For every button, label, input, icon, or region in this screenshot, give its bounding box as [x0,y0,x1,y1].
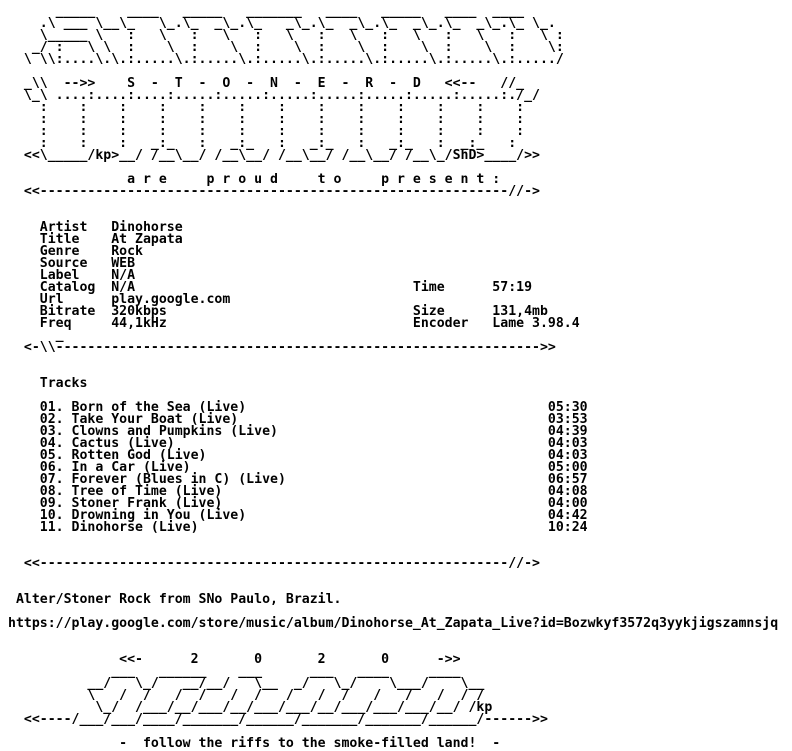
nfo-line: : : : _:_ : _:_ : _:_ : _:_ : _:_ : [8,136,517,151]
nfo-line: <<- 2 0 2 0 ->> [8,652,461,667]
nfo-line: Catalog N/A Time 57:19 [8,280,533,295]
nfo-line: : : : : : : : : : : : : : [8,100,525,115]
nfo-line: _\\ -->> S - T - O - N - E - R - D <<-- //_ [8,76,525,91]
nfo-line: .\ ___ \__\_ \_.\_ _\_.\_ _\_.\_ _\_.\_ _\_.\_ _\_.\_ \_. [8,16,556,31]
nfo-line: ___ ______ ___ ___ ____ ____ [8,664,461,679]
nfo-line: Genre Rock [8,244,143,259]
nfo-line: <<\_____/kp>__/ /__\__/ /__\__/ /__\__/ /__\__/ /__\_/ShD>____/>> [8,148,540,163]
nfo-line [8,726,778,738]
nfo-line: a r e p r o u d t o p r e s e n t : [8,172,501,187]
nfo-line: - follow the riffs to the smoke-filled land! - [8,736,501,751]
nfo-line: _____ ____ _____ _______ ____ _____ ____ ____ [8,4,525,19]
nfo-line: \ / / / / / / / / / / / / / / [8,688,485,703]
nfo-line: <<-----------------------------------------------------------//-> [8,556,540,571]
nfo-line: <<-----------------------------------------------------------//-> [8,184,540,199]
nfo-line: 02. Take Your Boat (Live) 03:53 [8,412,588,427]
nfo-line: 01. Born of the Sea (Live) 05:30 [8,400,588,415]
nfo-line: 06. In a Car (Live) 05:00 [8,460,588,475]
nfo-line: Artist Dinohorse [8,220,183,235]
nfo-line [8,630,778,642]
nfo-line: Tracks [8,376,88,391]
nfo-line: Title At Zapata [8,232,183,247]
nfo-line: https://play.google.com/store/music/album/Dinohorse_At_Zapata_Live?id=Bozwkyf3572q3yykjigszamnsjq [8,616,779,631]
nfo-line: 03. Clowns and Pumpkins (Live) 04:39 [8,424,588,439]
nfo-line: Source WEB [8,256,136,271]
nfo-line: 11. Dinohorse (Live) 10:24 [8,520,588,535]
nfo-line: <-\\------------------------------------------------------------->> [8,340,556,355]
nfo-line: _ [8,328,64,343]
nfo-line: 10. Drowning in You (Live) 04:42 [8,508,588,523]
nfo-line: : : : : : : : : : : : : : [8,112,525,127]
nfo-line: Url play.google.com [8,292,231,307]
nfo-line: \_\ ....:....:....:.....:.....:.....:.....:.....:.....:.....:./_/ [8,88,540,103]
nfo-line [8,534,778,546]
nfo-line: \_/ /___/__/___/__/___/___/__/___/___/___/__/ /kp [8,700,493,715]
nfo-line: 07. Forever (Blues in C) (Live) 06:57 [8,472,588,487]
nfo-line: Bitrate 320kbps Size 131,4mb [8,304,548,319]
nfo-line: Alter/Stoner Rock from SNo Paulo, Brazil. [8,592,342,607]
nfo-line: 04. Cactus (Live) 04:03 [8,436,588,451]
nfo-line: <<----/___/___/____/_______/______/_______/_______/______/------>> [8,712,548,727]
nfo-document [8,6,778,750]
nfo-line [8,570,778,582]
nfo-line: \ \\:....\.\.:.....\.:.....\.:.....\.:.....\.:.....\.:.....\.:...../ [8,52,564,67]
nfo-line: _/ : \ \ : \ : \ : \ : \ : \ : \ : \: [8,40,564,55]
nfo-line [8,198,778,210]
nfo-line: \_____ \ : \ : \ : \ : \ : \ : \ : \ : [8,28,564,43]
nfo-line: __/ \_/ __/__/ \__ _/ \_/ \___/ \__ [8,676,485,691]
nfo-line: Label N/A [8,268,136,283]
nfo-line: 09. Stoner Frank (Live) 04:00 [8,496,588,511]
nfo-line [8,354,778,366]
nfo-line: : : : : : : : : : : : : : [8,124,525,139]
nfo-line: 08. Tree of Time (Live) 04:08 [8,484,588,499]
nfo-line: Freq 44,1kHz Encoder Lame 3.98.4 [8,316,580,331]
nfo-line: 05. Rotten God (Live) 04:03 [8,448,588,463]
nfo-line [8,366,778,378]
